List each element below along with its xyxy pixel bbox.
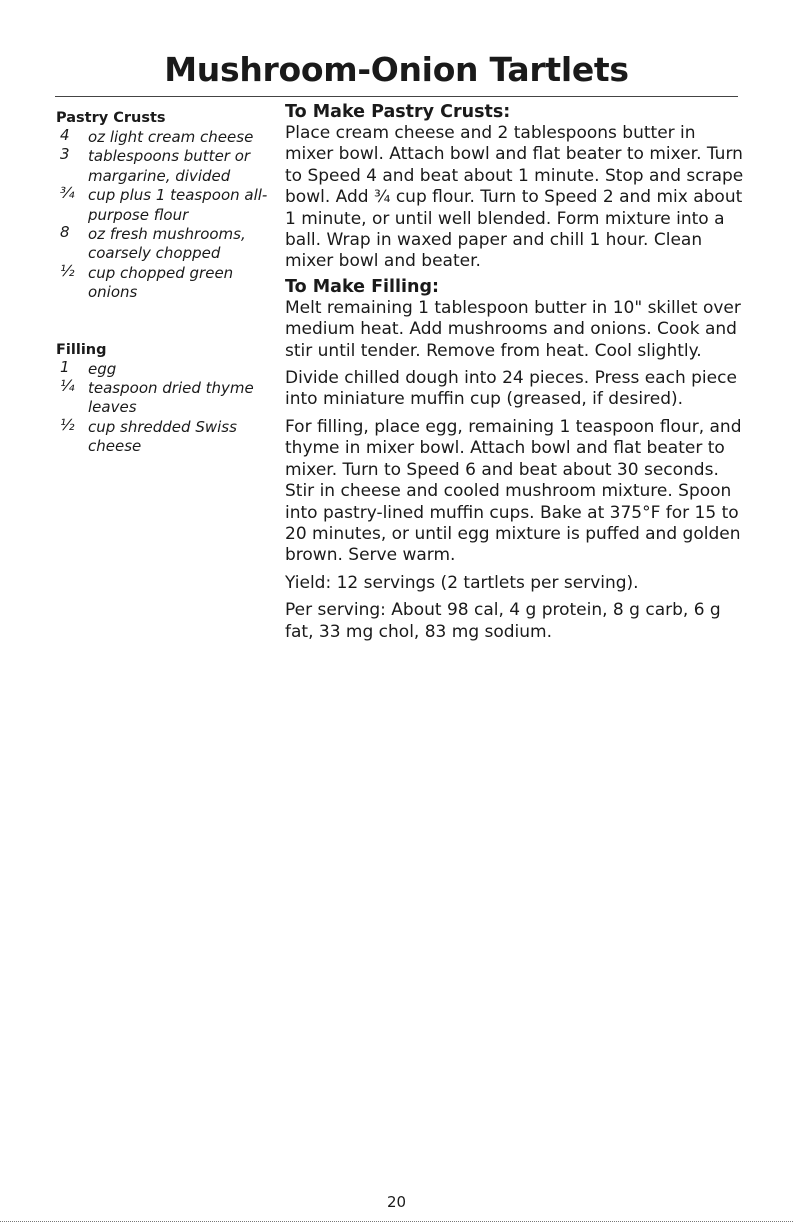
- page-bottom-border: [0, 1221, 793, 1222]
- pastry-instructions-heading: To Make Pastry Crusts:: [285, 102, 511, 122]
- ingredient-item: [56, 127, 271, 146]
- ingredient-qty: ¾: [60, 184, 75, 203]
- ingredient-text: cup plus 1 teaspoon all-purpose flour: [88, 186, 268, 224]
- pastry-instructions-text: Place cream cheese and 2 tablespoons butter in mixer bowl. Attach bowl and flat beater to mixer. Turn to Speed 4 and beat about 1 minute. Stop and scrape bowl. Add ¾ cup flour. Turn to Speed 2 and mix about 1 minute, or until well blended. Form mixture into a ball. Wrap in waxed paper and chill 1 hour. Clean mixer bowl and beater.: [285, 123, 744, 272]
- ingredient-item: [56, 146, 271, 185]
- ingredient-text: egg: [88, 359, 117, 378]
- ingredient-text: oz light cream cheese: [88, 128, 254, 146]
- ingredient-qty: 4: [60, 126, 70, 144]
- filling-instructions-step: Melt remaining 1 tablespoon butter in 10" skillet over medium heat. Add mushrooms and onions. Cook and stir until tender. Remove from heat. Cool slightly.: [285, 297, 741, 361]
- ingredient-qty: 1: [60, 357, 70, 376]
- ingredient-item: [56, 224, 271, 263]
- filling-instructions-step: Divide chilled dough into 24 pieces. Press each piece into miniature muffin cup (greased, if desired).: [285, 368, 737, 410]
- page-number: 20: [386, 1193, 407, 1211]
- ingredient-item: [56, 185, 271, 224]
- title-divider: [55, 96, 738, 97]
- ingredient-qty: 8: [60, 223, 70, 242]
- ingredient-text: tablespoons butter or margarine, divided: [88, 147, 251, 185]
- ingredient-text: cup shredded Swiss cheese: [88, 417, 237, 456]
- filling-instructions-heading: To Make Filling:: [285, 276, 440, 297]
- page-title: Mushroom-Onion Tartlets: [164, 50, 629, 89]
- ingredient-qty: ½: [60, 261, 75, 280]
- ingredient-text: cup chopped green onions: [88, 263, 234, 302]
- ingredients-column: [56, 110, 271, 456]
- ingredient-text: oz fresh mushrooms, coarsely chopped: [88, 225, 246, 263]
- ingredient-item: [56, 417, 271, 456]
- ingredient-text: teaspoon dried thyme leaves: [88, 379, 254, 417]
- nutrition-text: Per serving: About 98 cal, 4 g protein, 8 g carb, 6 g fat, 33 mg chol, 83 mg sodium.: [285, 600, 721, 642]
- ingredient-item: [56, 263, 271, 302]
- ingredient-qty: 3: [60, 145, 70, 164]
- ingredient-item: [56, 378, 271, 417]
- yield-text: Yield: 12 servings (2 tartlets per serving).: [285, 572, 639, 593]
- ingredient-qty: ½: [60, 415, 75, 434]
- filling-heading: Filling: [56, 341, 107, 358]
- ingredient-qty: ¼: [60, 377, 75, 396]
- ingredient-item: [56, 359, 271, 378]
- instructions-column: [285, 102, 745, 643]
- pastry-crusts-heading: Pastry Crusts: [56, 110, 166, 126]
- filling-instructions-step: For filling, place egg, remaining 1 teaspoon flour, and thyme in mixer bowl. Attach bowl and flat beater to mixer. Turn to Speed 6 and beat about 30 seconds. Stir in cheese and cooled mushroom mixture. Spoon into pastry-lined muffin cups. Bake at 375°F for 15 to 20 minutes, or until egg mixture is puffed and golden brown. Serve warm.: [285, 416, 742, 566]
